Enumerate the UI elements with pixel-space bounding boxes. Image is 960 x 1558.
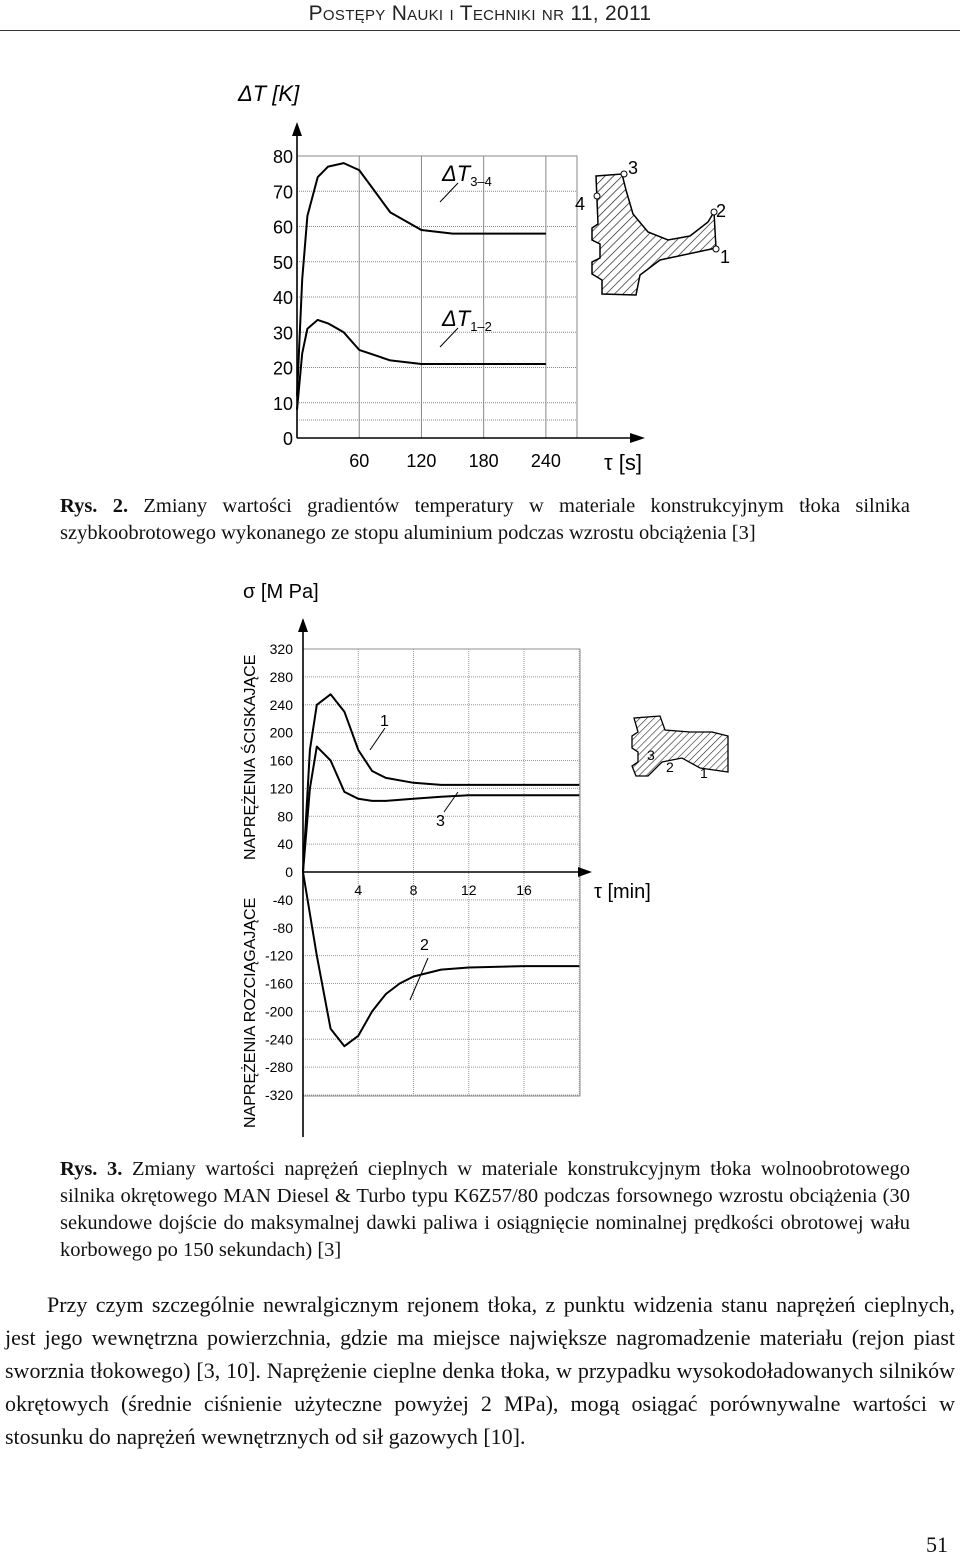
x-tick-labels xyxy=(354,882,532,898)
svg-text:2: 2 xyxy=(666,759,674,775)
side-label-compressive: NAPRĘŻENIA ŚCISKAJĄCE xyxy=(242,654,259,860)
y-axis-label xyxy=(237,81,300,106)
figure-3-chart xyxy=(0,570,960,1150)
leader-curve-3 xyxy=(444,792,458,812)
piston-section-inset xyxy=(632,716,728,781)
y-tick-label: 10 xyxy=(272,393,293,414)
x-axis-arrow xyxy=(578,867,592,877)
y-tick-labels xyxy=(273,147,293,449)
svg-text:3: 3 xyxy=(628,158,639,178)
figure-2-chart xyxy=(0,60,960,480)
header-rule xyxy=(0,30,960,31)
x-tick-label: 12 xyxy=(460,882,477,898)
label-dt34: $\Delta T_{3-4}$ xyxy=(442,161,492,189)
y-tick-label: 30 xyxy=(272,323,293,344)
figure-2-caption xyxy=(60,493,910,547)
y-tick-label: 70 xyxy=(272,182,293,203)
curves xyxy=(303,694,579,1046)
running-header: Postępy Nauki i Techniki nr 11, 2011 xyxy=(308,2,652,25)
x-tick-label: 240 xyxy=(530,451,561,471)
x-axis-label: τ [min] xyxy=(594,881,651,903)
y-tick-label: 160 xyxy=(269,752,293,769)
y-tick-label: 200 xyxy=(269,724,293,741)
label-curve-2: 2 xyxy=(420,937,429,954)
y-tick-labels xyxy=(265,641,293,1103)
y-tick-label: 20 xyxy=(272,358,293,379)
y-axis-arrow xyxy=(298,618,308,632)
x-tick-labels xyxy=(349,451,561,471)
y-tick-label: -200 xyxy=(264,1003,293,1020)
label-curve-3: 3 xyxy=(436,813,445,830)
svg-text:4: 4 xyxy=(575,194,586,214)
svg-text:ΔT [K]: ΔT [K] xyxy=(238,81,300,106)
curve-1 xyxy=(303,694,579,872)
svg-text:3: 3 xyxy=(647,747,655,763)
leader-curve-1 xyxy=(370,728,385,750)
x-tick-label: 180 xyxy=(468,451,499,471)
y-tick-label: 0 xyxy=(282,429,293,449)
x-tick-label: 8 xyxy=(409,882,418,898)
y-axis-label: σ [M Pa] xyxy=(243,581,319,603)
gridlines xyxy=(297,156,577,438)
y-tick-label: 240 xyxy=(269,696,293,713)
y-tick-label: -40 xyxy=(272,891,293,908)
curve-3 xyxy=(303,747,579,872)
page-number: 51 xyxy=(926,1532,948,1557)
y-tick-label: -240 xyxy=(264,1031,293,1048)
x-tick-label: 4 xyxy=(354,882,363,898)
svg-text:1: 1 xyxy=(720,247,731,267)
y-tick-label: -120 xyxy=(264,947,293,964)
svg-text:1: 1 xyxy=(700,765,708,781)
y-tick-label: 0 xyxy=(285,864,293,880)
y-tick-label: 80 xyxy=(277,808,293,825)
x-tick-label: 16 xyxy=(516,882,532,898)
y-tick-label: 120 xyxy=(269,780,293,797)
x-axis-label: τ [s] xyxy=(604,450,643,475)
y-tick-label: 320 xyxy=(269,641,293,657)
label-curve-1: 1 xyxy=(380,713,389,730)
curve-2 xyxy=(303,872,579,1046)
y-tick-label: -160 xyxy=(264,975,293,992)
x-axis-arrow xyxy=(630,433,645,443)
y-tick-label: -80 xyxy=(272,919,293,936)
figure-2-caption-text: Zmiany wartości gradientów temperatury w materiale konstrukcyjnym tłoka silnika szybkoobrotowego wykonanego ze stopu aluminium podczas wzrostu obciążenia [3] xyxy=(60,495,911,544)
leader-curve-2 xyxy=(410,958,428,1000)
y-tick-label: -320 xyxy=(264,1087,293,1103)
y-tick-label: 80 xyxy=(272,147,293,167)
y-tick-label: 40 xyxy=(272,288,293,308)
side-label-tensile: NAPRĘŻENIA ROZCIĄGAJĄCE xyxy=(242,897,259,1128)
svg-text:2: 2 xyxy=(716,201,727,221)
x-tick-label: 120 xyxy=(406,451,437,471)
y-tick-label: -280 xyxy=(264,1059,293,1076)
x-tick-label: 60 xyxy=(349,451,370,471)
y-tick-label: 60 xyxy=(272,217,293,238)
body-paragraph: Przy czym szczególnie newralgicznym rejonem tłoka, z punktu widzenia stanu naprężeń cieplnych, jest jego wewnętrzna powierzchnia, gdzie ma miejsce największe nagromadzenie materiału (rejon piast sworznia tłokowego) [3, 10]. Naprężenie cieplne denka tłoka, w przypadku wysokodoładowanych silników okrętowych (średnie ciśnienie użyteczne powyżej 2 MPa), mogą osiągać porównywalne wartości w stosunku do naprężeń wewnętrznych od sił gazowych [10]. xyxy=(5,1292,955,1449)
y-axis-arrow xyxy=(292,122,302,136)
figure-3-caption xyxy=(60,1156,910,1264)
label-dt12: $\Delta T_{1-2}$ xyxy=(442,306,492,334)
y-tick-label: 40 xyxy=(277,836,293,853)
y-tick-label: 50 xyxy=(272,252,293,273)
y-tick-label: 280 xyxy=(269,668,293,685)
figure-3-caption-label: Rys. 3. xyxy=(60,1158,123,1180)
figure-2-caption-label: Rys. 2. xyxy=(60,495,129,517)
figure-3-caption-text: Zmiany wartości naprężeń cieplnych w materiale konstrukcyjnym tłoka wolnoobrotowego silnika okrętowego MAN Diesel & Turbo typu K6Z57/80 podczas forsownego wzrostu obciążenia (30 sekundowe dojście do maksymalnej dawki paliwa i osiągnięcie nominalnej prędkości obrotowej wału korbowego po 150 sekundach) [3] xyxy=(60,1158,911,1261)
piston-section-inset xyxy=(575,158,730,295)
